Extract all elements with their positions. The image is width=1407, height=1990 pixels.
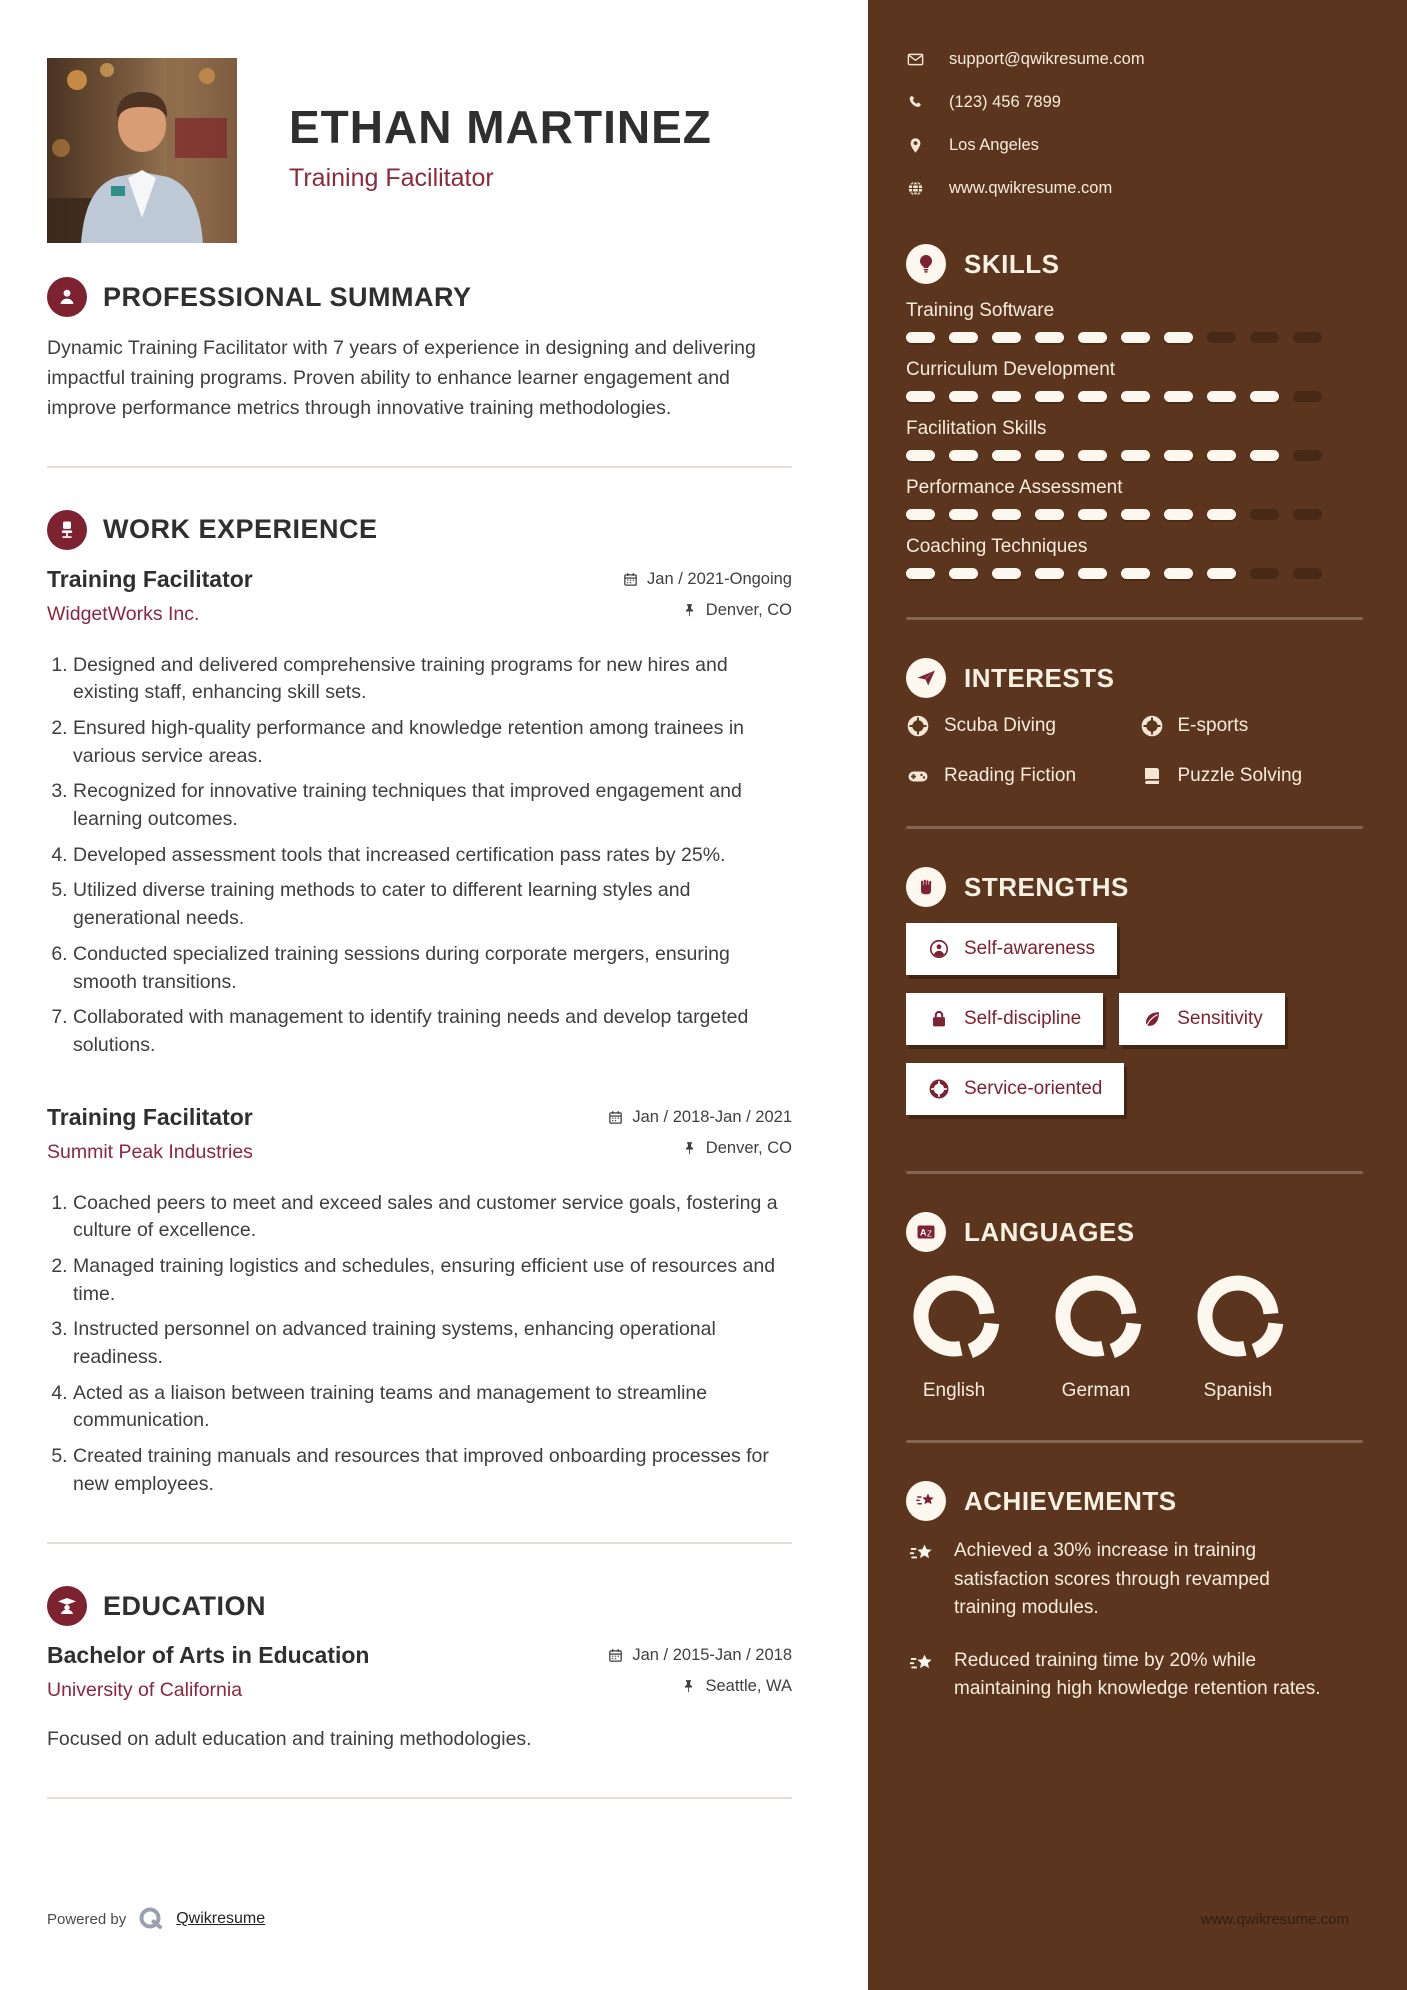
job-location: Denver, CO <box>705 600 792 619</box>
skill-dash-filled <box>1121 450 1150 461</box>
skill-dash-filled <box>906 509 935 520</box>
skill-dash-filled <box>1121 332 1150 343</box>
footer <box>47 1906 265 1932</box>
achievements-heading: ACHIEVEMENTS <box>964 1485 1177 1516</box>
contact-block <box>906 50 1363 198</box>
education-school: University of California <box>47 1679 243 1702</box>
skill-dash-filled <box>1121 568 1150 579</box>
paper-plane-icon <box>906 658 946 698</box>
language-name: German <box>1061 1380 1131 1401</box>
candidate-title: Training Facilitator <box>289 164 494 192</box>
languages-row <box>906 1268 1363 1402</box>
strength-label: Self-awareness <box>964 938 1095 959</box>
skill-dash-filled <box>1078 450 1107 461</box>
strength-label: Self-discipline <box>964 1008 1082 1029</box>
skill-dash-filled <box>1207 391 1236 402</box>
fist-icon <box>906 867 946 907</box>
language-item <box>1190 1268 1286 1402</box>
language-item <box>1048 1268 1144 1402</box>
skill-dash-filled <box>1207 450 1236 461</box>
skill-dash-filled <box>1250 391 1279 402</box>
skills-section-header <box>906 244 1363 284</box>
divider <box>47 1797 792 1799</box>
job-date-row <box>607 1108 792 1127</box>
skill-dash-filled <box>1164 391 1193 402</box>
skill-name: Performance Assessment <box>906 477 1123 498</box>
language-name: Spanish <box>1203 1380 1273 1401</box>
job-bullet: 4. Acted as a liaison between training teams and management to streamline communication. <box>73 1380 792 1435</box>
job-bullet: 5. Utilized diverse training methods to cater to different learning styles and generational needs. <box>73 877 792 932</box>
calendar-icon <box>607 1647 624 1664</box>
education-date: Jan / 2015-Jan / 2018 <box>632 1646 792 1665</box>
strength-label: Service-oriented <box>964 1078 1103 1099</box>
skill-name: Curriculum Development <box>906 359 1116 380</box>
job-date: Jan / 2018-Jan / 2021 <box>632 1107 792 1126</box>
education-note: Focused on adult education and training methodologies. <box>47 1728 532 1751</box>
skill-item <box>906 300 1363 343</box>
education-entry <box>47 1642 792 1708</box>
language-donut-chart <box>1190 1268 1286 1364</box>
language-name: English <box>922 1380 986 1401</box>
skill-dash-filled <box>992 391 1021 402</box>
job-bullet: 1. Coached peers to meet and exceed sales and customer service goals, fostering a culture of excellence. <box>73 1190 792 1245</box>
skill-dash-filled <box>1207 568 1236 579</box>
skill-level-bar <box>906 568 1363 579</box>
contact-website-row <box>906 179 1363 198</box>
skill-item <box>906 418 1363 461</box>
skill-name: Training Software <box>906 300 1055 321</box>
gamepad-icon <box>906 764 930 788</box>
skill-dash-empty <box>1250 332 1279 343</box>
job-location: Denver, CO <box>705 1138 792 1157</box>
skill-dash-filled <box>1250 450 1279 461</box>
skill-dash-filled <box>906 450 935 461</box>
skill-dash-empty <box>1250 568 1279 579</box>
pushpin-icon <box>681 1140 698 1157</box>
candidate-name: ETHAN MARTINEZ <box>289 101 712 153</box>
skill-dash-filled <box>1164 568 1193 579</box>
qwikresume-logo-icon <box>138 1906 164 1932</box>
contact-email-row <box>906 50 1363 69</box>
skill-dash-filled <box>949 568 978 579</box>
strength-chip <box>906 923 1117 975</box>
sidebar-divider <box>906 1171 1363 1174</box>
interest-item <box>1140 764 1364 788</box>
strengths-section-header <box>906 867 1363 907</box>
watermark: www.qwikresume.com <box>1200 1911 1349 1928</box>
shooting-star-icon <box>906 1539 938 1569</box>
powered-by-label: Powered by <box>47 1910 127 1928</box>
envelope-icon <box>906 50 925 69</box>
strength-chip <box>1119 993 1285 1045</box>
skill-dash-filled <box>1035 391 1064 402</box>
job-bullet: 6. Conducted specialized training sessions during corporate mergers, ensuring smooth transitions. <box>73 941 792 996</box>
skill-level-bar <box>906 509 1363 520</box>
job-bullet: 2. Ensured high-quality performance and knowledge retention among trainees in various service areas. <box>73 715 792 770</box>
sidebar-divider <box>906 826 1363 829</box>
work-heading: WORK EXPERIENCE <box>103 514 378 545</box>
education-location: Seattle, WA <box>705 1677 792 1696</box>
job-header <box>47 1104 792 1170</box>
achievement-text: Achieved a 30% increase in training satisfaction scores through revamped training modules. <box>954 1540 1270 1618</box>
job-bullet: 1. Designed and delivered comprehensive training programs for new hires and existing staff, enhancing skill sets. <box>73 652 792 707</box>
skills-heading: SKILLS <box>964 248 1060 279</box>
contact-phone-row <box>906 93 1363 112</box>
skill-item <box>906 359 1363 402</box>
skill-dash-filled <box>1078 509 1107 520</box>
interest-item <box>906 714 1130 738</box>
job-company: Summit Peak Industries <box>47 1140 253 1163</box>
education-title-block <box>47 1642 369 1702</box>
strength-chip <box>906 993 1103 1045</box>
skill-dash-filled <box>949 450 978 461</box>
achievement-item <box>906 1647 1363 1704</box>
phone-icon <box>906 93 925 112</box>
job-list <box>47 566 792 1499</box>
job-date: Jan / 2021-Ongoing <box>647 569 792 588</box>
job-location-row <box>607 1139 792 1158</box>
strength-chips <box>906 923 1363 1133</box>
skill-dash-filled <box>1207 509 1236 520</box>
skill-name: Coaching Techniques <box>906 536 1088 557</box>
life-ring-icon <box>1140 714 1164 738</box>
skill-dash-filled <box>992 509 1021 520</box>
leaf-icon <box>1141 1008 1163 1030</box>
job-title: Training Facilitator <box>47 565 253 592</box>
work-section-header <box>47 510 792 550</box>
achievement-text: Reduced training time by 20% while maintaining high knowledge retention rates. <box>954 1649 1321 1699</box>
languages-section-header <box>906 1212 1363 1252</box>
skill-dash-filled <box>1164 332 1193 343</box>
skill-dash-filled <box>1078 332 1107 343</box>
job-bullet: 3. Recognized for innovative training techniques that improved engagement and learning outcomes. <box>73 778 792 833</box>
office-chair-icon <box>47 510 87 550</box>
job-title-block <box>47 566 253 626</box>
interests-section-header <box>906 658 1363 698</box>
job-meta <box>607 1104 792 1170</box>
achievements-section-header <box>906 1481 1363 1521</box>
language-item <box>906 1268 1002 1402</box>
life-ring-icon <box>906 714 930 738</box>
globe-icon <box>906 179 925 198</box>
interest-label: Puzzle Solving <box>1177 765 1303 786</box>
strength-label: Sensitivity <box>1177 1008 1263 1029</box>
skill-dash-filled <box>1164 509 1193 520</box>
profile-photo <box>47 58 237 243</box>
sidebar <box>868 0 1407 1990</box>
interest-label: Scuba Diving <box>944 715 1056 736</box>
person-icon <box>47 277 87 317</box>
shooting-star-icon <box>906 1481 946 1521</box>
qwikresume-link[interactable]: Qwikresume <box>176 1910 266 1927</box>
skill-dash-empty <box>1293 332 1322 343</box>
skills-list <box>906 300 1363 579</box>
skill-dash-empty <box>1293 568 1322 579</box>
identity-header <box>47 58 792 243</box>
divider <box>47 1542 792 1544</box>
achievement-item <box>906 1537 1363 1623</box>
interest-item <box>1140 714 1364 738</box>
job-entry <box>47 1104 792 1499</box>
calendar-icon <box>607 1109 624 1126</box>
contact-phone[interactable]: (123) 456 7899 <box>949 93 1061 111</box>
education-degree: Bachelor of Arts in Education <box>47 1642 370 1669</box>
languages-heading: LANGUAGES <box>964 1216 1135 1247</box>
identity-text <box>289 58 712 193</box>
skill-dash-filled <box>1035 332 1064 343</box>
interests-heading: INTERESTS <box>964 662 1115 693</box>
interest-item <box>906 764 1130 788</box>
sidebar-divider <box>906 1440 1363 1443</box>
svg-text:Z: Z <box>927 1229 932 1239</box>
divider <box>47 466 792 468</box>
job-bullet: 4. Developed assessment tools that increased certification pass rates by 25%. <box>73 842 792 870</box>
svg-text:A: A <box>920 1227 927 1238</box>
skill-dash-filled <box>1035 509 1064 520</box>
education-meta <box>607 1642 792 1708</box>
education-location-row <box>607 1677 792 1696</box>
skill-dash-filled <box>906 391 935 402</box>
book-icon <box>1140 764 1164 788</box>
summary-section-header <box>47 277 792 317</box>
job-title-block <box>47 1104 253 1164</box>
person-circle-icon <box>928 938 950 960</box>
job-bullet: 2. Managed training logistics and schedules, ensuring efficient use of resources and time. <box>73 1253 792 1308</box>
translate-icon <box>906 1212 946 1252</box>
language-donut-chart <box>906 1268 1002 1364</box>
interest-label: E-sports <box>1177 715 1249 736</box>
skill-level-bar <box>906 332 1363 343</box>
graduate-icon <box>47 1586 87 1626</box>
skill-dash-filled <box>1035 450 1064 461</box>
skill-dash-filled <box>949 509 978 520</box>
life-ring-icon <box>928 1078 950 1100</box>
skill-dash-filled <box>1078 568 1107 579</box>
language-donut-chart <box>1048 1268 1144 1364</box>
skill-dash-filled <box>906 568 935 579</box>
skill-dash-filled <box>1121 509 1150 520</box>
skill-dash-filled <box>949 332 978 343</box>
skill-dash-filled <box>949 391 978 402</box>
skill-item <box>906 477 1363 520</box>
lock-icon <box>928 1008 950 1030</box>
pushpin-icon <box>681 602 698 619</box>
map-pin-icon <box>906 136 925 155</box>
skill-dash-filled <box>1164 450 1193 461</box>
education-heading: EDUCATION <box>103 1590 266 1621</box>
job-bullet: 7. Collaborated with management to identify training needs and develop targeted solutions. <box>73 1004 792 1059</box>
skill-dash-empty <box>1207 332 1236 343</box>
skill-dash-empty <box>1293 509 1322 520</box>
skill-dash-empty <box>1293 450 1322 461</box>
interest-label: Reading Fiction <box>944 765 1077 786</box>
skill-dash-filled <box>992 568 1021 579</box>
job-meta <box>622 566 792 632</box>
job-bullets <box>47 1190 792 1499</box>
profile-photo-illustration <box>47 58 237 243</box>
skill-name: Facilitation Skills <box>906 418 1047 439</box>
shooting-star-icon <box>906 1649 938 1679</box>
job-entry <box>47 566 792 1060</box>
strengths-heading: STRENGTHS <box>964 871 1129 902</box>
calendar-icon <box>622 571 639 588</box>
job-header <box>47 566 792 632</box>
skill-level-bar <box>906 391 1363 402</box>
job-location-row <box>622 601 792 620</box>
job-company: WidgetWorks Inc. <box>47 602 200 625</box>
job-bullets <box>47 652 792 1060</box>
skill-dash-empty <box>1250 509 1279 520</box>
job-date-row <box>622 570 792 589</box>
strength-chip <box>906 1063 1124 1115</box>
skill-dash-filled <box>906 332 935 343</box>
skill-dash-filled <box>992 332 1021 343</box>
summary-text: Dynamic Training Facilitator with 7 years of experience in designing and delivering impactful training programs. Proven ability to enhance learner engagement and improve performance metrics through innovative training methodologies. <box>47 337 756 420</box>
contact-website[interactable]: www.qwikresume.com <box>949 179 1113 197</box>
skill-dash-filled <box>1078 391 1107 402</box>
skill-dash-empty <box>1293 391 1322 402</box>
contact-location-row <box>906 136 1363 155</box>
skill-level-bar <box>906 450 1363 461</box>
contact-location: Los Angeles <box>949 136 1039 154</box>
achievements-list <box>906 1537 1363 1704</box>
skill-dash-filled <box>1121 391 1150 402</box>
skill-dash-filled <box>992 450 1021 461</box>
skill-item <box>906 536 1363 579</box>
education-date-row <box>607 1646 792 1665</box>
lightbulb-icon <box>906 244 946 284</box>
interests-grid <box>906 714 1363 788</box>
job-title: Training Facilitator <box>47 1103 253 1130</box>
contact-email[interactable]: support@qwikresume.com <box>949 50 1145 68</box>
sidebar-divider <box>906 617 1363 620</box>
summary-heading: PROFESSIONAL SUMMARY <box>103 281 472 312</box>
job-bullet: 5. Created training manuals and resources that improved onboarding processes for new employees. <box>73 1443 792 1498</box>
skill-dash-filled <box>1035 568 1064 579</box>
job-bullet: 3. Instructed personnel on advanced training systems, enhancing operational readiness. <box>73 1316 792 1371</box>
pushpin-icon <box>680 1678 697 1695</box>
education-section-header <box>47 1586 792 1626</box>
